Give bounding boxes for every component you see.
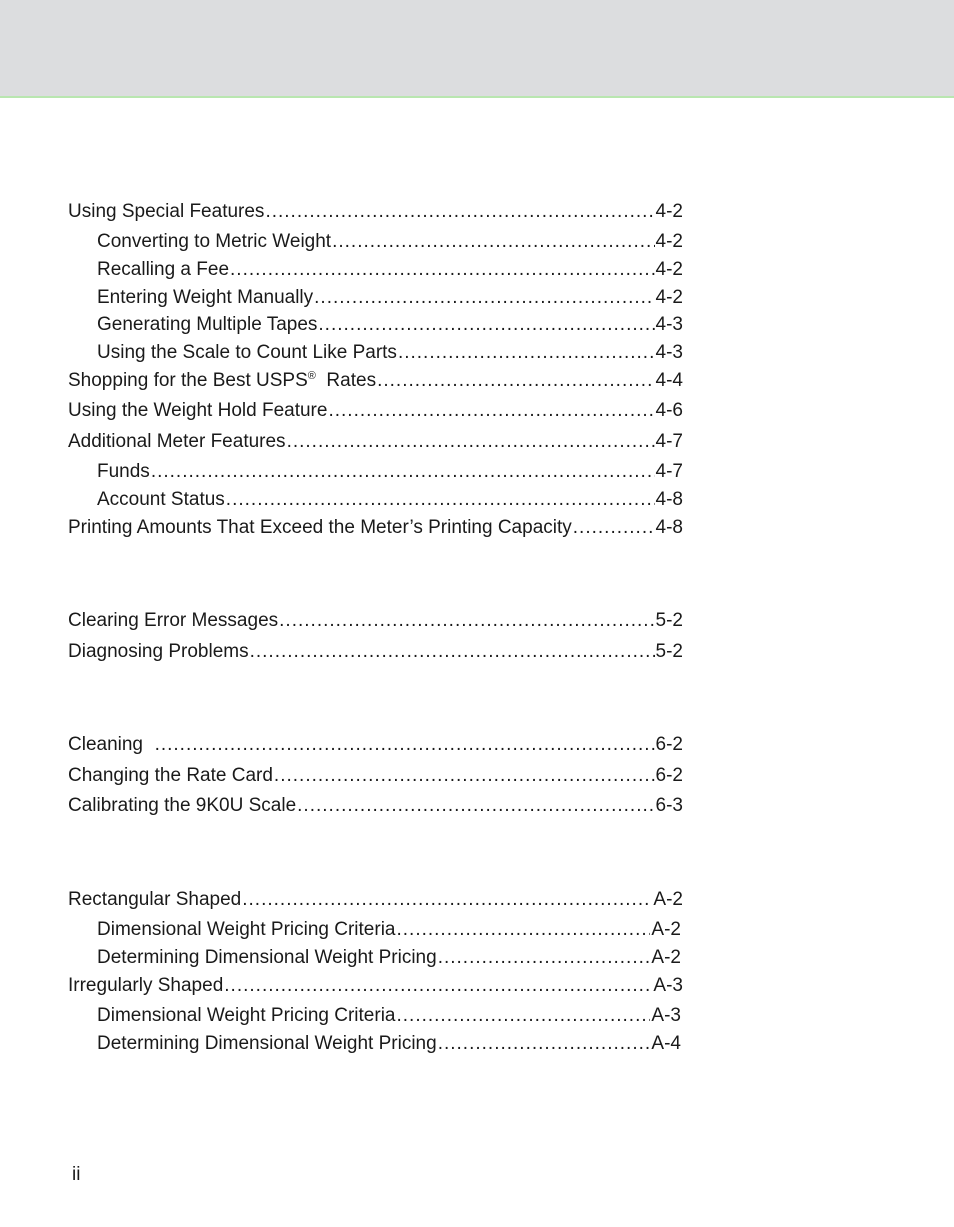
toc-entry-page: 4-7 <box>655 461 683 482</box>
toc-entry-cleaning[interactable] <box>68 734 683 756</box>
dot-leader <box>438 1033 651 1055</box>
toc-entry-title: Funds <box>97 461 150 482</box>
dot-leader <box>265 201 654 223</box>
toc-entry-page: A-2 <box>651 947 681 968</box>
dot-leader <box>328 400 654 422</box>
toc-entry-diagnosing[interactable] <box>68 641 683 663</box>
toc-entry-title: Irregularly Shaped <box>68 975 224 996</box>
dot-leader <box>573 517 655 539</box>
toc-entry-title <box>68 370 376 392</box>
dot-leader <box>279 610 654 632</box>
toc-entry-title: Using the Weight Hold Feature <box>68 400 328 421</box>
toc-entry-page: 4-8 <box>655 517 683 538</box>
toc-entry-page: 6-2 <box>655 765 683 786</box>
toc-entry-account-status[interactable] <box>97 489 683 511</box>
dot-leader <box>314 287 654 309</box>
dot-leader <box>155 734 655 756</box>
toc-entry-clearing-errors[interactable] <box>68 610 683 632</box>
toc-entry-title: Dimensional Weight Pricing Criteria <box>97 1005 396 1026</box>
dot-leader <box>297 795 654 817</box>
toc-entry-title: Generating Multiple Tapes <box>97 314 318 335</box>
toc-entry-title: Recalling a Fee <box>97 259 230 280</box>
toc-entry-page: 4-3 <box>655 342 683 363</box>
toc-entry-title-main: Shopping for the Best USPS <box>68 370 308 391</box>
header-band <box>0 0 954 98</box>
toc-entry-page: 5-2 <box>655 641 683 662</box>
toc-entry-page: A-4 <box>651 1033 681 1054</box>
dot-leader <box>396 919 650 941</box>
toc-entry-page: 6-2 <box>655 734 683 755</box>
toc-entry-title: Dimensional Weight Pricing Criteria <box>97 919 396 940</box>
toc-entry-page: 4-7 <box>655 431 683 452</box>
toc-entry-title: Calibrating the 9K0U Scale <box>68 795 297 816</box>
toc-entry-page: 4-2 <box>655 201 683 222</box>
dot-leader <box>398 342 655 364</box>
toc-entry-title: Changing the Rate Card <box>68 765 273 786</box>
toc-entry-title: Clearing Error Messages <box>68 610 279 631</box>
dot-leader <box>230 259 655 281</box>
toc-entry-count-like-parts[interactable] <box>97 342 683 364</box>
toc-entry-title: Diagnosing Problems <box>68 641 249 662</box>
registered-mark: ® <box>307 370 316 382</box>
dot-leader <box>242 889 652 911</box>
toc-entry-converting-metric[interactable] <box>97 231 683 253</box>
dot-leader <box>224 975 652 997</box>
toc-entry-printing-amounts[interactable] <box>68 517 683 539</box>
toc-entry-weight-hold[interactable] <box>68 400 683 422</box>
toc-entry-page: A-3 <box>653 975 683 996</box>
toc-entry-title-rest: Rates <box>315 370 377 391</box>
toc-entry-page: A-2 <box>651 919 681 940</box>
toc-entry-page: 4-4 <box>655 370 683 391</box>
toc-entry-page: 4-2 <box>655 287 683 308</box>
dot-leader <box>287 431 655 453</box>
toc-entry-page: 4-8 <box>655 489 683 510</box>
toc-entry-irregular[interactable] <box>68 975 683 997</box>
toc-entry-title: Determining Dimensional Weight Pricing <box>97 1033 437 1054</box>
dot-leader <box>274 765 655 787</box>
toc-entry-page: A-2 <box>653 889 683 910</box>
dot-leader <box>151 461 655 483</box>
toc-entry-title: Cleaning <box>68 734 154 755</box>
toc-entry-shopping-usps[interactable] <box>68 370 683 392</box>
toc-entry-calibrating[interactable] <box>68 795 683 817</box>
toc-entry-title: Printing Amounts That Exceed the Meter’s Printing Capacity <box>68 517 572 538</box>
dot-leader <box>396 1005 650 1027</box>
toc-entry-page: A-3 <box>651 1005 681 1026</box>
toc-entry-page: 4-2 <box>655 259 683 280</box>
toc-entry-dim-criteria-irreg[interactable] <box>97 1005 681 1027</box>
toc-entry-rate-card[interactable] <box>68 765 683 787</box>
toc-entry-page: 5-2 <box>655 610 683 631</box>
dot-leader <box>226 489 655 511</box>
toc-entry-additional-meter[interactable] <box>68 431 683 453</box>
toc-entry-entering-weight[interactable] <box>97 287 683 309</box>
toc-entry-using-special-features[interactable] <box>68 201 683 223</box>
toc-entry-recalling-fee[interactable] <box>97 259 683 281</box>
toc-entry-title: Account Status <box>97 489 225 510</box>
toc-entry-title: Entering Weight Manually <box>97 287 314 308</box>
toc-entry-dim-pricing-irreg[interactable] <box>97 1033 681 1055</box>
toc-entry-rectangular[interactable] <box>68 889 683 911</box>
dot-leader <box>318 314 654 336</box>
toc-entry-title: Converting to Metric Weight <box>97 231 332 252</box>
dot-leader <box>250 641 655 663</box>
toc-entry-dim-pricing-rect[interactable] <box>97 947 681 969</box>
toc-entry-funds[interactable] <box>97 461 683 483</box>
page-number: ii <box>72 1164 81 1185</box>
toc-entry-page: 6-3 <box>655 795 683 816</box>
toc-entry-page: 4-3 <box>655 314 683 335</box>
dot-leader <box>377 370 654 392</box>
toc-entry-dim-criteria-rect[interactable] <box>97 919 681 941</box>
toc-entry-title: Rectangular Shaped <box>68 889 242 910</box>
toc-entry-title: Determining Dimensional Weight Pricing <box>97 947 437 968</box>
toc-entry-title: Using the Scale to Count Like Parts <box>97 342 397 363</box>
toc-entry-page: 4-6 <box>655 400 683 421</box>
toc-entry-multiple-tapes[interactable] <box>97 314 683 336</box>
toc-entry-title: Using Special Features <box>68 201 265 222</box>
dot-leader <box>438 947 651 969</box>
dot-leader <box>332 231 654 253</box>
toc-entry-page: 4-2 <box>655 231 683 252</box>
toc-entry-title: Additional Meter Features <box>68 431 286 452</box>
